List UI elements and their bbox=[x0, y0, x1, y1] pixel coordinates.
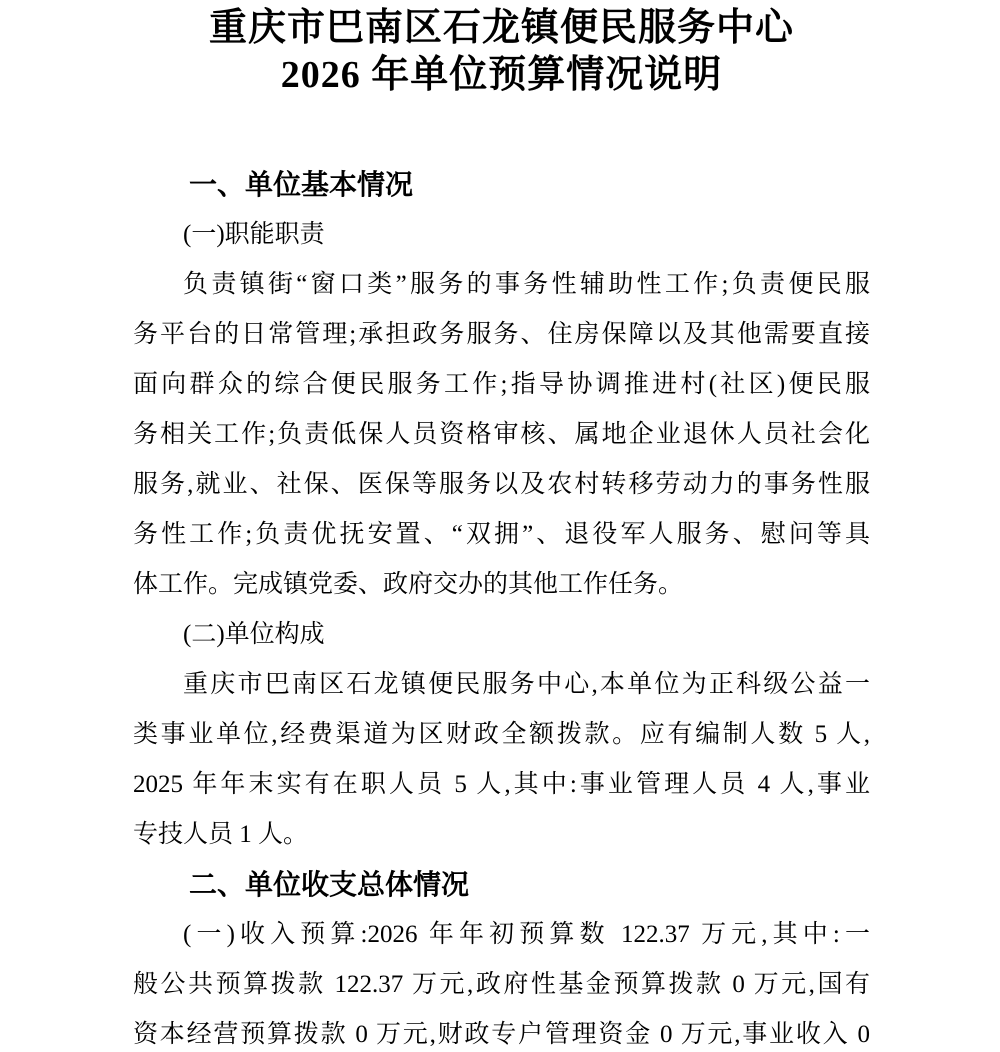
section-1-heading: 一、单位基本情况 bbox=[189, 169, 414, 200]
text-line: 专技人员 1 人。 bbox=[133, 821, 309, 848]
text-line: 资本经营预算拨款 0 万元,财政专户管理资金 0 万元,事业收入 0 bbox=[133, 1021, 870, 1048]
text-line: 体工作。完成镇党委、政府交办的其他工作任务。 bbox=[133, 571, 684, 598]
document-title-line-1: 重庆市巴南区石龙镇便民服务中心 bbox=[208, 7, 794, 49]
text-line: 重庆市巴南区石龙镇便民服务中心,本单位为正科级公益一 bbox=[183, 671, 870, 698]
text-line: 2025 年年末实有在职人员 5 人,其中:事业管理人员 4 人,事业 bbox=[133, 771, 870, 798]
text-line: 面向群众的综合便民服务工作;指导协调推进村(社区)便民服 bbox=[133, 371, 870, 398]
document-title bbox=[133, 5, 870, 99]
text-line: 般公共预算拨款 122.37 万元,政府性基金预算拨款 0 万元,国有 bbox=[133, 971, 870, 998]
text-line: 类事业单位,经费渠道为区财政全额拨款。应有编制人数 5 人, bbox=[133, 721, 870, 748]
text-line: 服务,就业、社保、医保等服务以及农村转移劳动力的事务性服 bbox=[133, 471, 870, 498]
text-line: 负责镇街“窗口类”服务的事务性辅助性工作;负责便民服 bbox=[183, 271, 870, 298]
document-body bbox=[133, 160, 870, 1052]
text-line: (一)收入预算:2026 年年初预算数 122.37 万元,其中:一 bbox=[183, 921, 870, 948]
section-1-sub-1-heading: (一)职能职责 bbox=[183, 221, 325, 248]
section-2-heading: 二、单位收支总体情况 bbox=[189, 869, 470, 900]
document-title-line-2: 2026 年单位预算情况说明 bbox=[280, 54, 723, 96]
text-line: 务平台的日常管理;承担政务服务、住房保障以及其他需要直接 bbox=[133, 321, 870, 348]
text-line: 务相关工作;负责低保人员资格审核、属地企业退休人员社会化 bbox=[133, 421, 870, 448]
section-1-sub-2-heading: (二)单位构成 bbox=[183, 621, 325, 648]
text-line: 务性工作;负责优抚安置、“双拥”、退役军人服务、慰问等具 bbox=[133, 521, 870, 548]
